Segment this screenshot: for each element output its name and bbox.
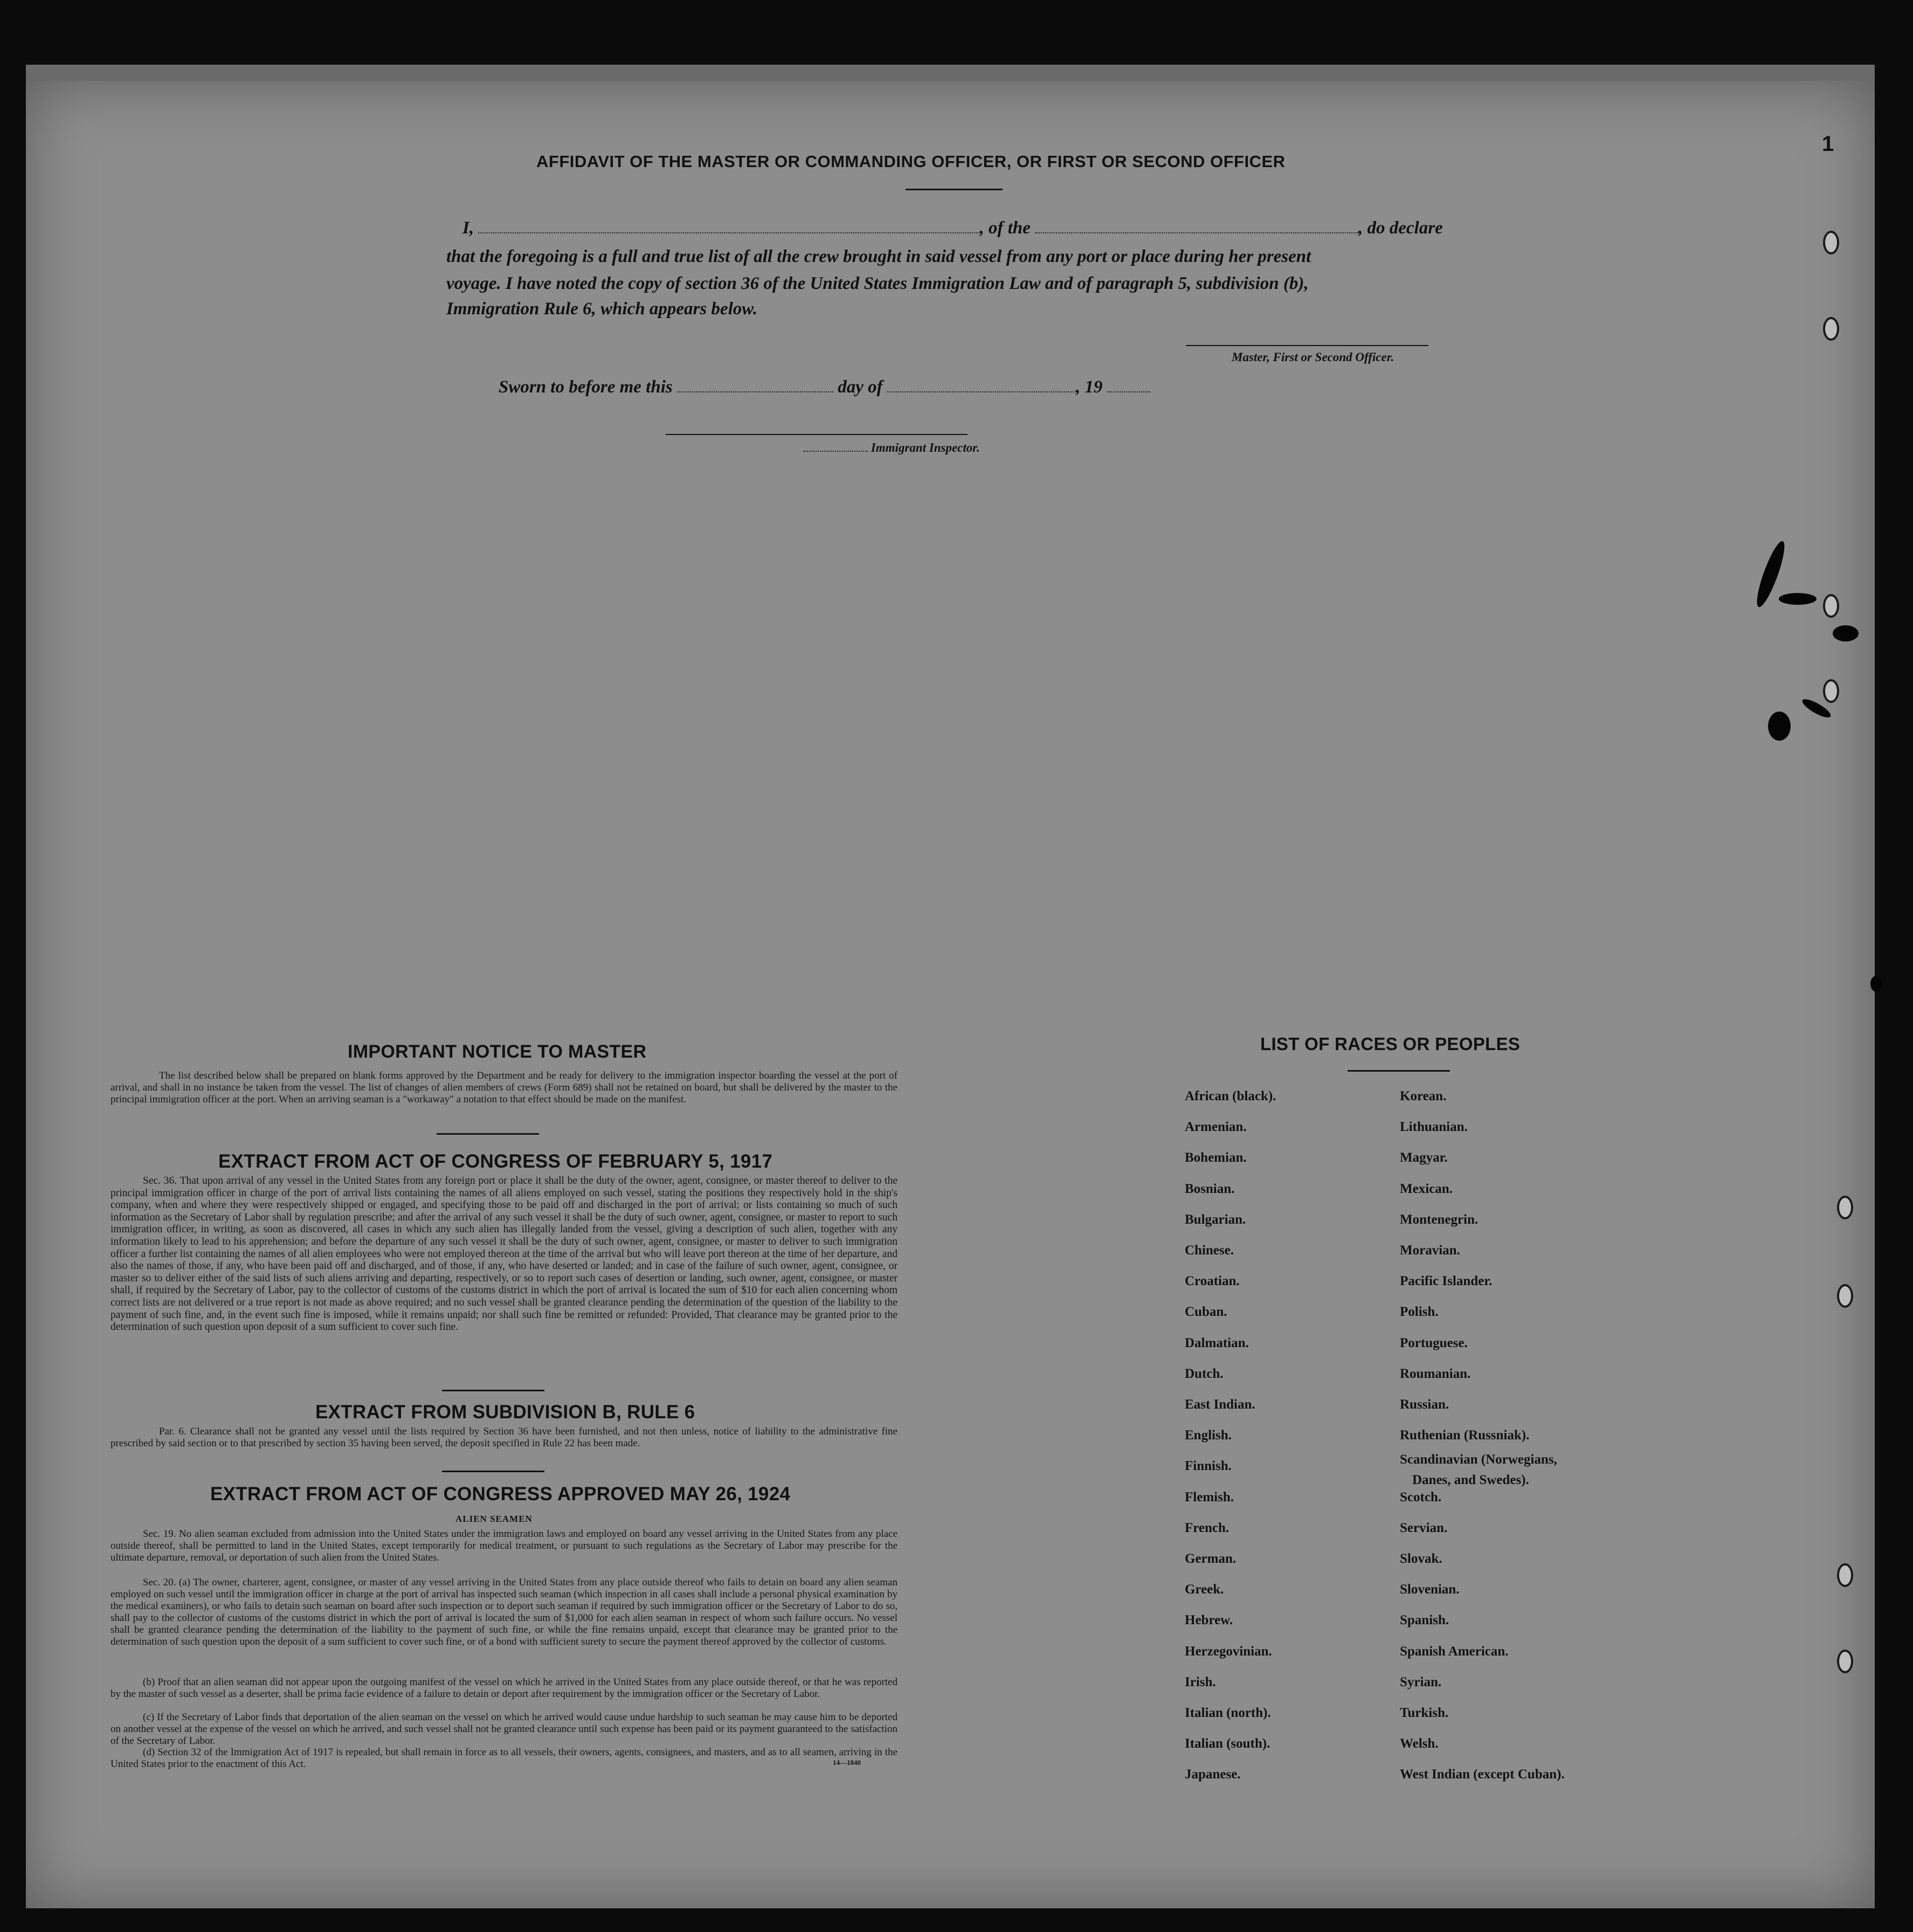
race-item: Chinese. xyxy=(1185,1243,1234,1258)
race-item: Cuban. xyxy=(1185,1305,1227,1320)
ink-blot xyxy=(1870,976,1882,992)
binder-hole xyxy=(1837,1563,1853,1587)
race-item: Armenian. xyxy=(1185,1120,1247,1135)
race-item: Irish. xyxy=(1185,1674,1216,1689)
extract-1924-sec19: Sec. 19. No alien seaman excluded from admission into the United States under the immigration laws and employed on board any vessel arriving in the United States from any place outside thereof, shall be permitted to land in the United States, except temporarily for medical treatment, or pursuant to such regulations as the Secretary of Labor may prescribe for the ultimate departure, removal, or deportation of such alien from the United States. xyxy=(111,1528,897,1563)
race-item: Slovak. xyxy=(1400,1551,1442,1566)
binder-hole xyxy=(1823,594,1839,618)
race-item: Servian. xyxy=(1400,1520,1448,1535)
race-item: Korean. xyxy=(1400,1089,1447,1103)
race-item: East Indian. xyxy=(1185,1397,1255,1412)
sworn-label: Sworn to before me this xyxy=(499,377,673,397)
race-item: Italian (north). xyxy=(1185,1706,1271,1720)
race-item: Russian. xyxy=(1400,1397,1449,1412)
race-item: West Indian (except Cuban). xyxy=(1400,1767,1565,1782)
divider xyxy=(437,1133,539,1135)
vessel-field[interactable] xyxy=(1035,232,1358,233)
affidavit-line-3: Immigration Rule 6, which appears below. xyxy=(446,299,758,319)
race-item: French. xyxy=(1185,1520,1230,1535)
affidavit-line-2: voyage. I have noted the copy of section 36 of the United States Immigration Law and of paragraph 5, subdivision (b), xyxy=(446,274,1309,293)
race-item: German. xyxy=(1185,1551,1237,1566)
notice-text: The list described below shall be prepared on blank forms approved by the Department and be ready for delivery to the immigration inspector boarding the vessel at the port of arrival, and shall in no instance be taken from the vessel. The list of changes of alien members of crews (Form 689) shall not be retained on board, but shall be delivered by the master to the principal immigration officer at the port. When an arriving seaman is a "workaway" a notation to that effect should be made on the manifest. xyxy=(111,1070,897,1105)
extract-1924-sec20b: (b) Proof that an alien seaman did not appear upon the outgoing manifest of the vessel on which he arrived in the United States from any place outside thereof, or that he was reported by the master of such vessel as a deserter, shall be prima facie evidence of a failure to detain or deport after requirement by the immigration officer or the Secretary of Labor. xyxy=(111,1676,897,1700)
extract-1924-sec20d: (d) Section 32 of the Immigration Act of 1917 is repealed, but shall remain in force as to all vessels, their owners, agents, consignees, and masters, and as to all seamen, arriving in the United States prior to the enactment of this Act. xyxy=(111,1747,897,1770)
race-item: Portuguese. xyxy=(1400,1335,1468,1350)
ink-blot xyxy=(1833,625,1859,641)
extract-1924-sec20a: Sec. 20. (a) The owner, charterer, agent, consignee, or master of any vessel arriving in the United States from any place outside thereof who fails to detain on board any alien seaman employed on such vessel until the immigration officer in charge at the port of arrival has inspected such seaman (which inspection in all cases shall include a personal physical examination by the medical examiners), or who fails to detain such seaman on board after such inspection or to deport such seaman if required by such immigration officer or the Secretary of Labor to do so, shall pay to the collector of customs of the customs district in which the port of arrival is located the sum of $1,000 for each alien seaman in respect of whom such failure occurs. No vessel shall be granted clearance pending the determination of the liability to the payment of such fine, or while the fine remains unpaid, except that clearance may be granted prior to the determination of such question upon the deposit of a sum sufficient to cover such fine, or of a bond with sufficient surety to secure the payment thereof approved by the collector of customs. xyxy=(111,1577,897,1647)
race-item: Bulgarian. xyxy=(1185,1212,1246,1227)
extract-1917-title: EXTRACT FROM ACT OF CONGRESS OF FEBRUARY 5, 1917 xyxy=(218,1151,773,1172)
race-item: Scandinavian (Norwegians, xyxy=(1400,1452,1557,1467)
race-item: Bohemian. xyxy=(1185,1150,1247,1165)
do-declare-label: , do declare xyxy=(1358,218,1443,238)
race-item: Mexican. xyxy=(1400,1181,1453,1196)
race-item: Danes, and Swedes). xyxy=(1412,1473,1529,1488)
affidavit-line-1: that the foregoing is a full and true list of all the crew brought in said vessel from any port or place during her present xyxy=(446,247,1311,266)
alien-seamen-subtitle: ALIEN SEAMEN xyxy=(455,1514,533,1524)
race-item: Roumanian. xyxy=(1400,1366,1471,1381)
race-item: Croatian. xyxy=(1185,1274,1240,1289)
inspector-signature-line[interactable] xyxy=(666,434,968,435)
sworn-month-field[interactable] xyxy=(887,391,1076,392)
race-item: Dalmatian. xyxy=(1185,1335,1249,1350)
ink-blot xyxy=(1768,712,1791,741)
race-item: Dutch. xyxy=(1185,1366,1224,1381)
i-label: I, xyxy=(462,218,474,238)
extract-1924-sec20c: (c) If the Secretary of Labor finds that deportation of the alien seaman on the vessel on which he arrived would cause undue hardship to such seaman he may cause him to be deported on another vessel at the expense of the vessel on which he arrived, and such vessel shall not be granted clearance until such expense has been paid or its payment guaranteed to the satisfaction of the Secretary of Labor. xyxy=(111,1712,897,1747)
divider xyxy=(442,1390,544,1391)
page-mark: 1 xyxy=(1822,132,1834,156)
race-item: Slovenian. xyxy=(1400,1582,1460,1597)
race-item: Finnish. xyxy=(1185,1459,1232,1474)
race-item: Pacific Islander. xyxy=(1400,1274,1493,1289)
race-item: English. xyxy=(1185,1428,1232,1443)
binder-hole xyxy=(1823,231,1839,254)
race-item: Scotch. xyxy=(1400,1489,1442,1505)
master-signature-line[interactable] xyxy=(1186,345,1428,346)
year-label: , 19 xyxy=(1075,377,1103,397)
binder-hole xyxy=(1823,679,1839,703)
binder-hole xyxy=(1837,1196,1853,1219)
race-item: Syrian. xyxy=(1400,1674,1442,1689)
notice-title: IMPORTANT NOTICE TO MASTER xyxy=(348,1041,647,1062)
race-item: Lithuanian. xyxy=(1400,1120,1468,1135)
binder-hole xyxy=(1823,317,1839,341)
race-item: Montenegrin. xyxy=(1400,1212,1479,1227)
race-item: Turkish. xyxy=(1400,1706,1449,1720)
sworn-day-field[interactable] xyxy=(677,391,833,392)
race-item: Hebrew. xyxy=(1185,1613,1233,1628)
race-item: Greek. xyxy=(1185,1582,1224,1597)
race-item: African (black). xyxy=(1185,1089,1276,1103)
race-item: Spanish American. xyxy=(1400,1644,1509,1659)
race-item: Spanish. xyxy=(1400,1613,1449,1628)
inspector-label-text: Immigrant Inspector. xyxy=(871,441,980,454)
races-title: LIST OF RACES OR PEOPLES xyxy=(1260,1034,1521,1054)
name-field[interactable] xyxy=(478,232,979,233)
race-item: Herzegovinian. xyxy=(1185,1644,1272,1659)
race-item: Italian (south). xyxy=(1185,1736,1270,1751)
subdivision-b-text: Par. 6. Clearance shall not be granted any vessel until the lists required by Section 36 have been furnished, and not then unless, notice of liability to the administrative fine prescribed by said section or to that prescribed by section 35 having been served, the deposit specified in Rule 22 has been made. xyxy=(111,1426,897,1449)
binder-hole xyxy=(1837,1650,1853,1673)
declaration-line xyxy=(462,218,1443,238)
race-item: Polish. xyxy=(1400,1305,1439,1320)
subdivision-b-title: EXTRACT FROM SUBDIVISION B, RULE 6 xyxy=(315,1402,695,1423)
divider xyxy=(442,1471,544,1472)
binder-hole xyxy=(1837,1284,1853,1308)
race-item: Bosnian. xyxy=(1185,1181,1235,1196)
race-item: Welsh. xyxy=(1400,1736,1439,1751)
extract-1917-text: Sec. 36. That upon arrival of any vessel in the United States from any foreign port or place it shall be the duty of the owner, agent, consignee, or master thereof to deliver to the principal immigration officer in charge of the port of arrival lists containing the names of all aliens employed on such vessel, stating the positions they respectively hold in the ship's company, when and where they were respectively shipped or engaged, and specifying those to be paid off and discharged in the port of arrival; or lists containing so much of such information as the Secretary of Labor shall by regulation prescribe; and after the arrival of any such vessel it shall be the duty of such owner, agent, consignee, or master to report to such immigration officer, in writing, as soon as discovered, all cases in which any such alien has illegally landed from the vessel, giving a description of such alien, together with any information likely to lead to his apprehension; and before the departure of any such vessel it shall be the duty of such owner, agent, consignee, or master to deliver to such immigration officer a further list containing the names of all alien employees who were not employed thereon at the time of the arrival but who will leave port thereon at the time of her departure, and also the names of those, if any, who have been paid off and discharged, and of those, if any, who have deserted or landed; and in case of the failure of such owner, agent, consignee, or master so to deliver either of the said lists of such aliens arriving and departing, respectively, or so to report such cases of desertion or landing, such owner, agent, consignee, or master shall, if required by the Secretary of Labor, pay to the collector of customs of the customs district in which the port of arrival is located the sum of $10 for each alien concerning whom correct lists are not delivered or a true report is not made as above required; and no such vessel shall be granted clearance pending the determination of the question of the liability to the payment of such fine, and, in the event such fine is imposed, while it remains unpaid; nor shall such fine be remitted or refunded: Provided, That clearance may be granted prior to the determination of such question upon deposit of a sum sufficient to cover such fine. xyxy=(111,1175,897,1333)
form-number: 14—1840 xyxy=(833,1758,861,1767)
of-the-label: , of the xyxy=(979,218,1031,238)
ink-blot xyxy=(1779,593,1817,605)
sworn-line xyxy=(499,377,1150,397)
race-item: Moravian. xyxy=(1400,1243,1460,1258)
sworn-year-field[interactable] xyxy=(1107,391,1150,392)
title-underline xyxy=(906,189,1003,190)
day-of-label: day of xyxy=(838,377,883,397)
inspector-label xyxy=(803,441,980,455)
extract-1924-title: EXTRACT FROM ACT OF CONGRESS APPROVED MAY 26, 1924 xyxy=(210,1484,791,1505)
race-item: Japanese. xyxy=(1185,1767,1241,1782)
master-signature-label: Master, First or Second Officer. xyxy=(1232,350,1394,364)
race-item: Magyar. xyxy=(1400,1150,1448,1165)
race-item: Flemish. xyxy=(1185,1489,1234,1505)
affidavit-title: AFFIDAVIT OF THE MASTER OR COMMANDING OFFICER, OR FIRST OR SECOND OFFICER xyxy=(536,152,1286,171)
race-item: Ruthenian (Russniak). xyxy=(1400,1428,1530,1443)
races-title-underline xyxy=(1348,1070,1450,1072)
